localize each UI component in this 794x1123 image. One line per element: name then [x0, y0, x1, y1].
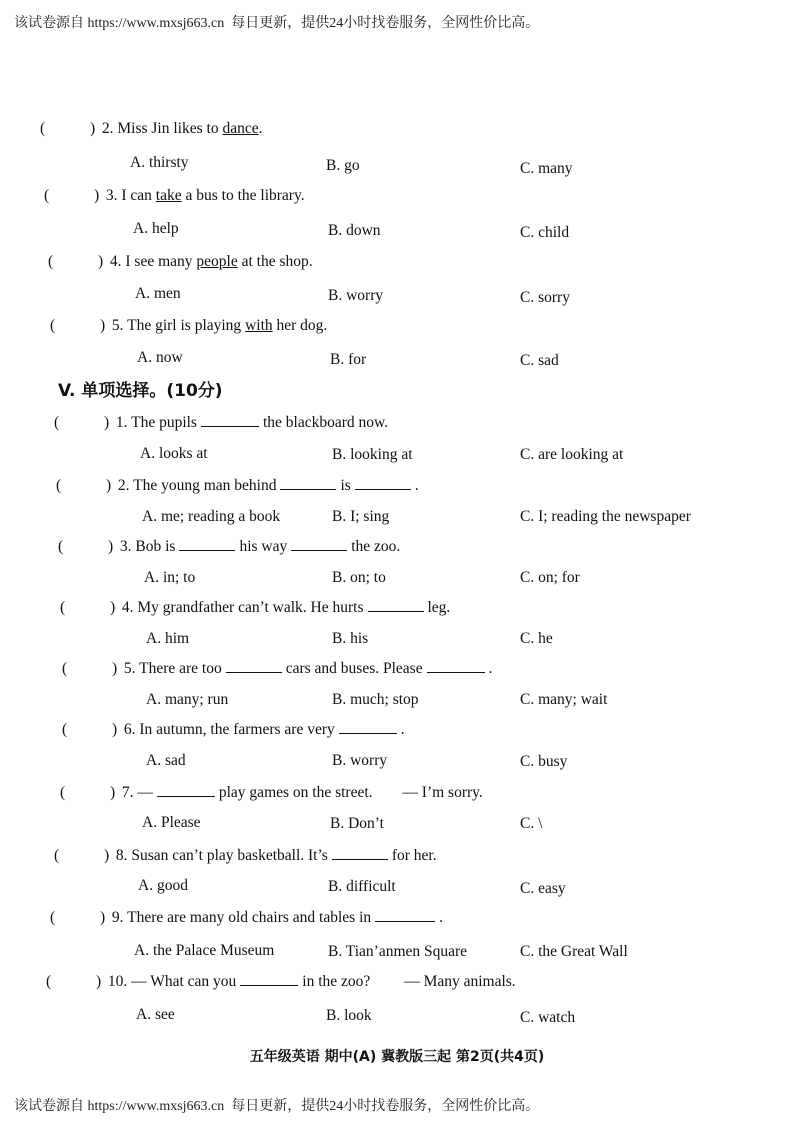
question-5-6: ( ) 6. In autumn, the farmers are very . [62, 721, 405, 738]
option-b[interactable]: B. down [328, 222, 381, 239]
option-c[interactable]: C. on; for [520, 569, 580, 586]
option-b[interactable]: B. his [332, 630, 369, 647]
reply: — I’m sorry. [402, 784, 483, 801]
reply: — Many animals. [404, 973, 516, 990]
option-c[interactable]: C. \ [520, 815, 543, 832]
option-a[interactable]: A. the Palace Museum [134, 942, 275, 959]
option-c[interactable]: C. watch [520, 1009, 576, 1026]
question-4-2: ( ) 2. Miss Jin likes to dance. [40, 120, 263, 137]
answer-paren[interactable]: ( ) [56, 477, 112, 494]
option-b[interactable]: B. difficult [328, 878, 396, 895]
answer-paren[interactable]: ( ) [60, 784, 116, 801]
answer-paren[interactable]: ( ) [50, 317, 106, 334]
option-b[interactable]: B. worry [328, 287, 384, 304]
answer-blank[interactable] [240, 984, 298, 986]
answer-blank[interactable] [427, 671, 485, 673]
option-a[interactable]: A. thirsty [130, 154, 189, 171]
answer-blank[interactable] [355, 488, 411, 490]
option-b[interactable]: B. much; stop [332, 691, 419, 708]
answer-paren[interactable]: ( ) [48, 253, 104, 270]
question-number: 5. [111, 317, 124, 334]
option-b[interactable]: B. go [326, 157, 360, 174]
option-a[interactable]: A. good [138, 877, 188, 894]
option-c[interactable]: C. he [520, 630, 553, 647]
question-5-5: ( ) 5. There are too cars and buses. Please . [62, 660, 493, 677]
answer-blank[interactable] [375, 920, 435, 922]
underlined-word: dance [222, 120, 259, 137]
answer-blank[interactable] [280, 488, 336, 490]
question-5-10: ( ) 10. — What can you in the zoo? — Many animals. [46, 973, 516, 990]
answer-blank[interactable] [332, 858, 388, 860]
source-banner-bottom: 该试卷源自 https://www.mxsj663.cn 每日更新，提供24小时找卷服务，全网性价比高。 [14, 1099, 540, 1114]
option-a[interactable]: A. help [133, 220, 179, 237]
answer-paren[interactable]: ( ) [44, 187, 100, 204]
answer-blank[interactable] [201, 425, 259, 427]
answer-blank[interactable] [368, 610, 424, 612]
question-4-4: ( ) 4. I see many people at the shop. [48, 253, 313, 270]
option-b[interactable]: B. look [326, 1007, 372, 1024]
source-banner-top: 该试卷源自 https://www.mxsj663.cn 每日更新，提供24小时找卷服务，全网性价比高。 [14, 16, 540, 31]
option-a[interactable]: A. sad [146, 752, 186, 769]
answer-blank[interactable] [157, 795, 215, 797]
underlined-word: with [245, 317, 273, 334]
option-b[interactable]: B. for [330, 351, 367, 368]
option-b[interactable]: B. looking at [332, 446, 413, 463]
option-a[interactable]: A. men [135, 285, 181, 302]
question-5-2: ( ) 2. The young man behind is . [56, 477, 419, 494]
option-c[interactable]: C. busy [520, 753, 568, 770]
option-a[interactable]: A. now [137, 349, 183, 366]
answer-blank[interactable] [179, 549, 235, 551]
option-a[interactable]: A. in; to [144, 569, 196, 586]
option-c[interactable]: C. sorry [520, 289, 570, 306]
answer-blank[interactable] [226, 671, 282, 673]
option-a[interactable]: A. Please [142, 814, 201, 831]
section-title: V. 单项选择。(10分) [58, 381, 223, 401]
question-5-4: ( ) 4. My grandfather can’t walk. He hurts leg. [60, 599, 451, 616]
option-a[interactable]: A. me; reading a book [142, 508, 281, 525]
answer-paren[interactable]: ( ) [54, 847, 110, 864]
option-b[interactable]: B. on; to [332, 569, 386, 586]
option-b[interactable]: B. I; sing [332, 508, 390, 525]
answer-paren[interactable]: ( ) [62, 660, 118, 677]
answer-paren[interactable]: ( ) [50, 909, 106, 926]
option-a[interactable]: A. many; run [146, 691, 229, 708]
option-c[interactable]: C. are looking at [520, 446, 624, 463]
answer-paren[interactable]: ( ) [62, 721, 118, 738]
question-number: 4. [109, 253, 122, 270]
question-number: 3. [105, 187, 118, 204]
option-c[interactable]: C. easy [520, 880, 566, 897]
answer-paren[interactable]: ( ) [60, 599, 116, 616]
answer-blank[interactable] [339, 732, 397, 734]
question-4-5: ( ) 5. The girl is playing with her dog. [50, 317, 328, 334]
option-b[interactable]: B. Tian’anmen Square [328, 943, 468, 960]
option-c[interactable]: C. the Great Wall [520, 943, 628, 960]
option-a[interactable]: A. looks at [140, 445, 208, 462]
question-5-7: ( ) 7. — play games on the street. — I’m sorry. [60, 784, 483, 801]
answer-paren[interactable]: ( ) [58, 538, 114, 555]
answer-blank[interactable] [291, 549, 347, 551]
answer-paren[interactable]: ( ) [40, 120, 96, 137]
option-b[interactable]: B. Don’t [330, 815, 384, 832]
option-c[interactable]: C. sad [520, 352, 559, 369]
question-5-8: ( ) 8. Susan can’t play basketball. It’s for her. [54, 847, 437, 864]
question-number: 2. [101, 120, 114, 137]
question-4-3: ( ) 3. I can take a bus to the library. [44, 187, 305, 204]
option-a[interactable]: A. see [136, 1006, 175, 1023]
option-c[interactable]: C. I; reading the newspaper [520, 508, 691, 525]
option-c[interactable]: C. many; wait [520, 691, 608, 708]
option-c[interactable]: C. child [520, 224, 570, 241]
question-5-1: ( ) 1. The pupils the blackboard now. [54, 414, 389, 431]
page-footer: 五年级英语 期中(A) 冀教版三起 第2页(共4页) [249, 1049, 545, 1065]
option-c[interactable]: C. many [520, 160, 573, 177]
underlined-word: take [155, 187, 182, 204]
option-a[interactable]: A. him [146, 630, 190, 647]
answer-paren[interactable]: ( ) [54, 414, 110, 431]
answer-paren[interactable]: ( ) [46, 973, 102, 990]
question-5-3: ( ) 3. Bob is his way the zoo. [58, 538, 401, 555]
option-b[interactable]: B. worry [332, 752, 388, 769]
question-5-9: ( ) 9. There are many old chairs and tables in . [50, 909, 443, 926]
underlined-word: people [196, 253, 238, 270]
